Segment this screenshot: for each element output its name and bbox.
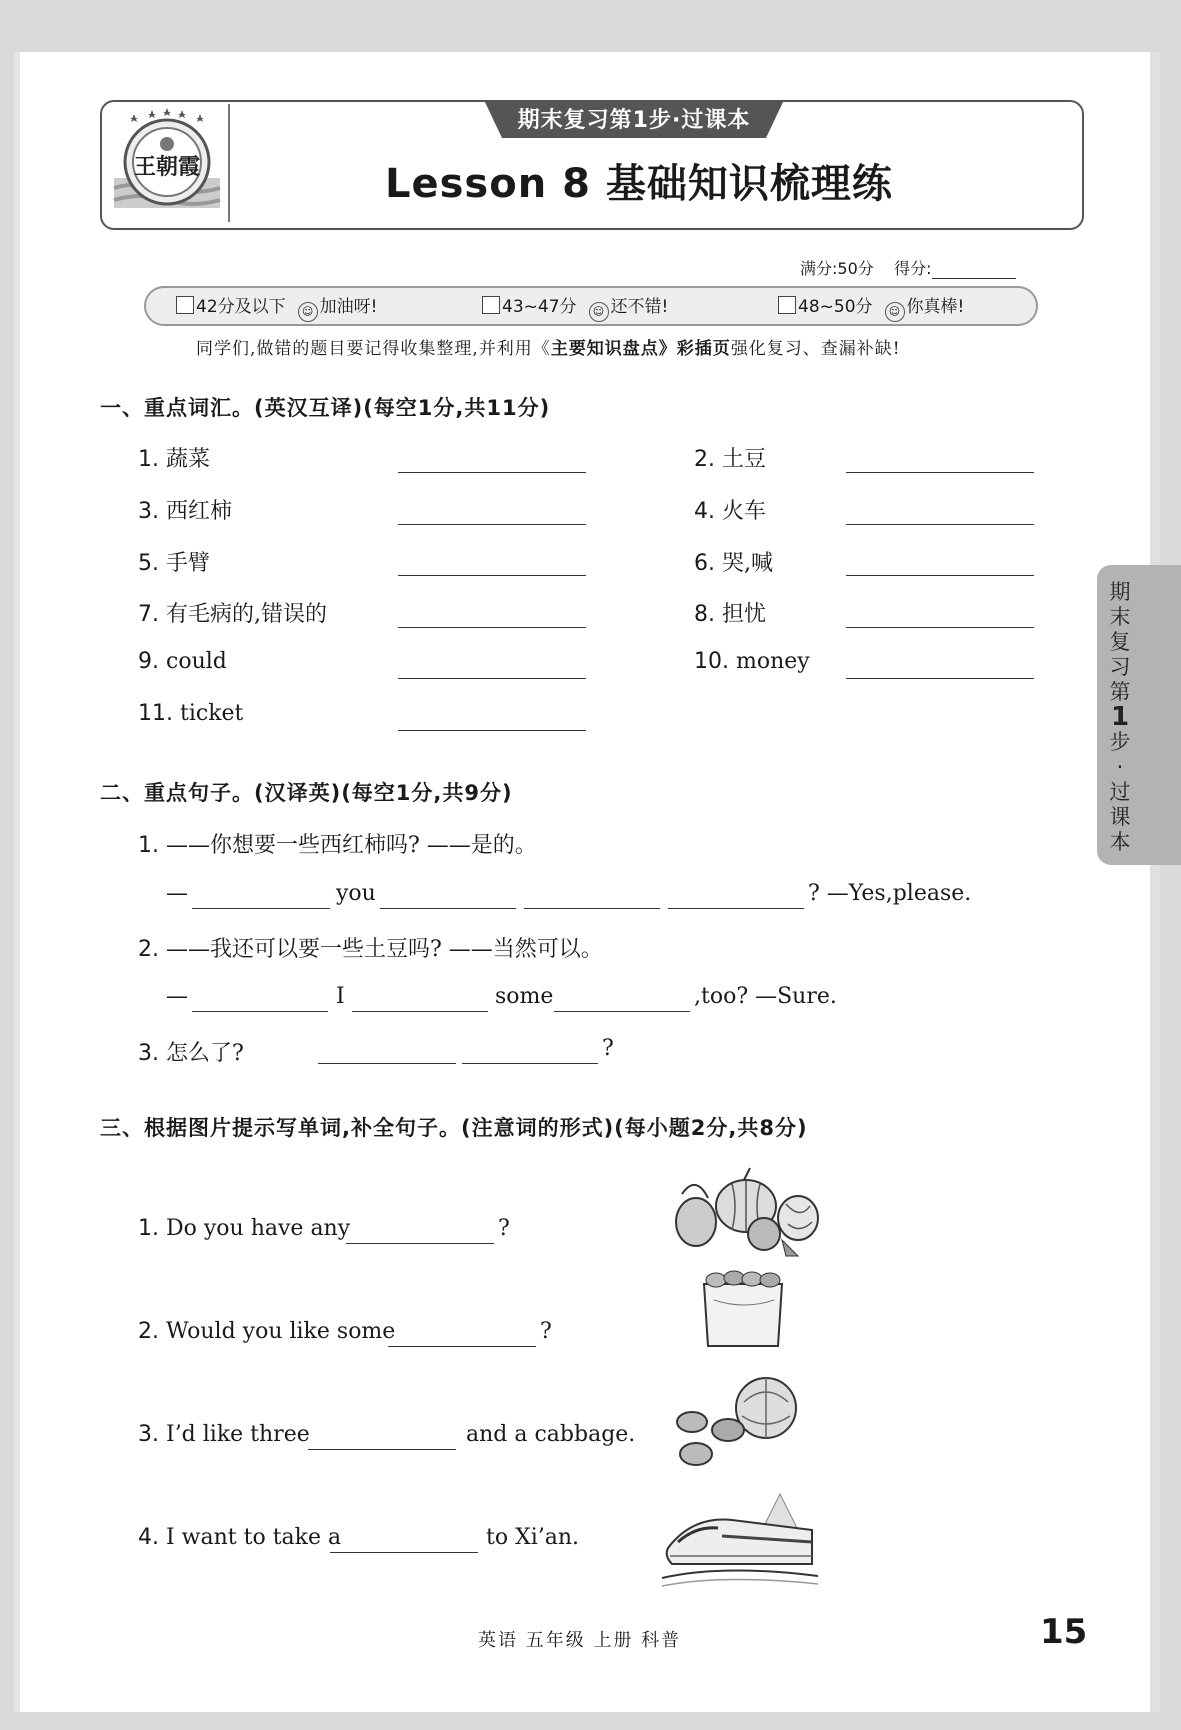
publisher-logo (112, 108, 222, 220)
vocab-item: 7. 有毛病的,错误的 (138, 602, 327, 627)
footer-text: 英语 五年级 上册 科普 (478, 1630, 682, 1651)
answer-blank[interactable] (398, 575, 586, 576)
banner-label: 期末复习第1步·过课本 (517, 108, 751, 133)
answer-blank[interactable] (346, 1243, 494, 1244)
picture-sentence: 2. Would you like some (138, 1319, 396, 1344)
train-picture (662, 1490, 818, 1590)
vocab-item: 2. 土豆 (694, 447, 767, 472)
level-1-checkbox[interactable] (176, 296, 194, 314)
section-1-title: 一、重点词汇。(英汉互译)(每空1分,共11分) (100, 396, 551, 420)
page-title: Lesson 8 基础知识梳理练 (385, 161, 893, 207)
answer-blank[interactable] (192, 1011, 328, 1012)
answer-blank[interactable] (846, 524, 1034, 525)
score-blank[interactable] (932, 262, 1016, 279)
vegetables-picture (668, 1164, 822, 1260)
answer-blank[interactable] (330, 1552, 478, 1553)
answer-blank[interactable] (352, 1011, 488, 1012)
answer-blank[interactable] (398, 730, 586, 731)
answer-blank[interactable] (554, 1011, 690, 1012)
face-icon: ☺ (885, 302, 905, 322)
potatoes-cabbage-picture (672, 1372, 802, 1472)
answer-blank[interactable] (398, 472, 586, 473)
face-icon: ☺ (589, 302, 609, 322)
score-line (800, 256, 1016, 279)
answer-blank[interactable] (398, 678, 586, 679)
answer-blank[interactable] (668, 908, 804, 909)
sentence-prompt: 2. ——我还可以要一些土豆吗? ——当然可以。 (138, 937, 603, 962)
level-3-comment: 你真棒! (906, 297, 965, 317)
side-tab-label: 期 末 复 习 第 1 步 · 过 课 本 (1109, 580, 1131, 854)
level-2 (482, 292, 668, 316)
answer-blank[interactable] (308, 1449, 456, 1450)
answer-blank[interactable] (846, 627, 1034, 628)
sentence-end: ? —Yes,please. (808, 881, 972, 906)
level-2-checkbox[interactable] (482, 296, 500, 314)
picture-sentence: 1. Do you have any (138, 1216, 351, 1241)
logo-text: 王朝霞 (133, 154, 201, 180)
level-3-checkbox[interactable] (778, 296, 796, 314)
vocab-item: 1. 蔬菜 (138, 447, 211, 472)
answer-blank[interactable] (318, 1063, 456, 1064)
level-1-comment: 加油呀! (319, 297, 378, 317)
sentence-end: and a cabbage. (466, 1422, 636, 1447)
face-icon: ☺ (298, 302, 318, 322)
sentence-end: ? (540, 1319, 552, 1344)
dash: — (166, 881, 188, 906)
vocab-item: 5. 手臂 (138, 551, 211, 576)
potato-bag-picture (694, 1270, 792, 1352)
given-word: some (495, 984, 554, 1009)
given-word: you (336, 881, 376, 906)
answer-blank[interactable] (398, 627, 586, 628)
level-1 (176, 292, 377, 316)
sentence-end: ? (602, 1036, 614, 1061)
answer-blank[interactable] (462, 1063, 598, 1064)
sentence-end: ? (498, 1216, 510, 1241)
answer-blank[interactable] (524, 908, 660, 909)
vocab-item: 11. ticket (138, 701, 244, 726)
sentence-end: ,too? —Sure. (694, 984, 837, 1009)
vocab-item: 10. money (694, 649, 810, 674)
answer-blank[interactable] (192, 908, 330, 909)
level-2-comment: 还不错! (610, 297, 669, 317)
full-score: 满分:50分 (800, 259, 874, 278)
section-2-title: 二、重点句子。(汉译英)(每空1分,共9分) (100, 781, 513, 805)
answer-blank[interactable] (846, 472, 1034, 473)
answer-blank[interactable] (388, 1346, 536, 1347)
dash: — (166, 984, 188, 1009)
score-label: 得分: (894, 259, 932, 278)
picture-sentence: 4. I want to take a (138, 1525, 342, 1550)
picture-sentence: 3. I’d like three (138, 1422, 310, 1447)
header-divider (228, 104, 230, 222)
sentence-prompt: 3. 怎么了? (138, 1041, 244, 1066)
vocab-item: 9. could (138, 649, 227, 674)
level-3-range: 48~50分 (798, 297, 873, 317)
vocab-item: 3. 西红柿 (138, 499, 233, 524)
vocab-item: 6. 哭,喊 (694, 551, 773, 576)
level-3 (778, 292, 964, 316)
answer-blank[interactable] (380, 908, 516, 909)
vocab-item: 8. 担忧 (694, 602, 767, 627)
sentence-end: to Xi’an. (486, 1525, 580, 1550)
given-word: I (336, 984, 345, 1009)
answer-blank[interactable] (398, 524, 586, 525)
section-3-title: 三、根据图片提示写单词,补全句子。(注意词的形式)(每小题2分,共8分) (100, 1116, 808, 1140)
answer-blank[interactable] (846, 575, 1034, 576)
level-1-range: 42分及以下 (196, 297, 286, 317)
vocab-item: 4. 火车 (694, 499, 767, 524)
answer-blank[interactable] (846, 678, 1034, 679)
tip-text: 同学们,做错的题目要记得收集整理,并利用《主要知识盘点》彩插页强化复习、查漏补缺! (196, 339, 901, 359)
sentence-prompt: 1. ——你想要一些西红柿吗? ——是的。 (138, 833, 537, 858)
level-2-range: 43~47分 (502, 297, 577, 317)
page-number: 15 (1040, 1612, 1088, 1652)
